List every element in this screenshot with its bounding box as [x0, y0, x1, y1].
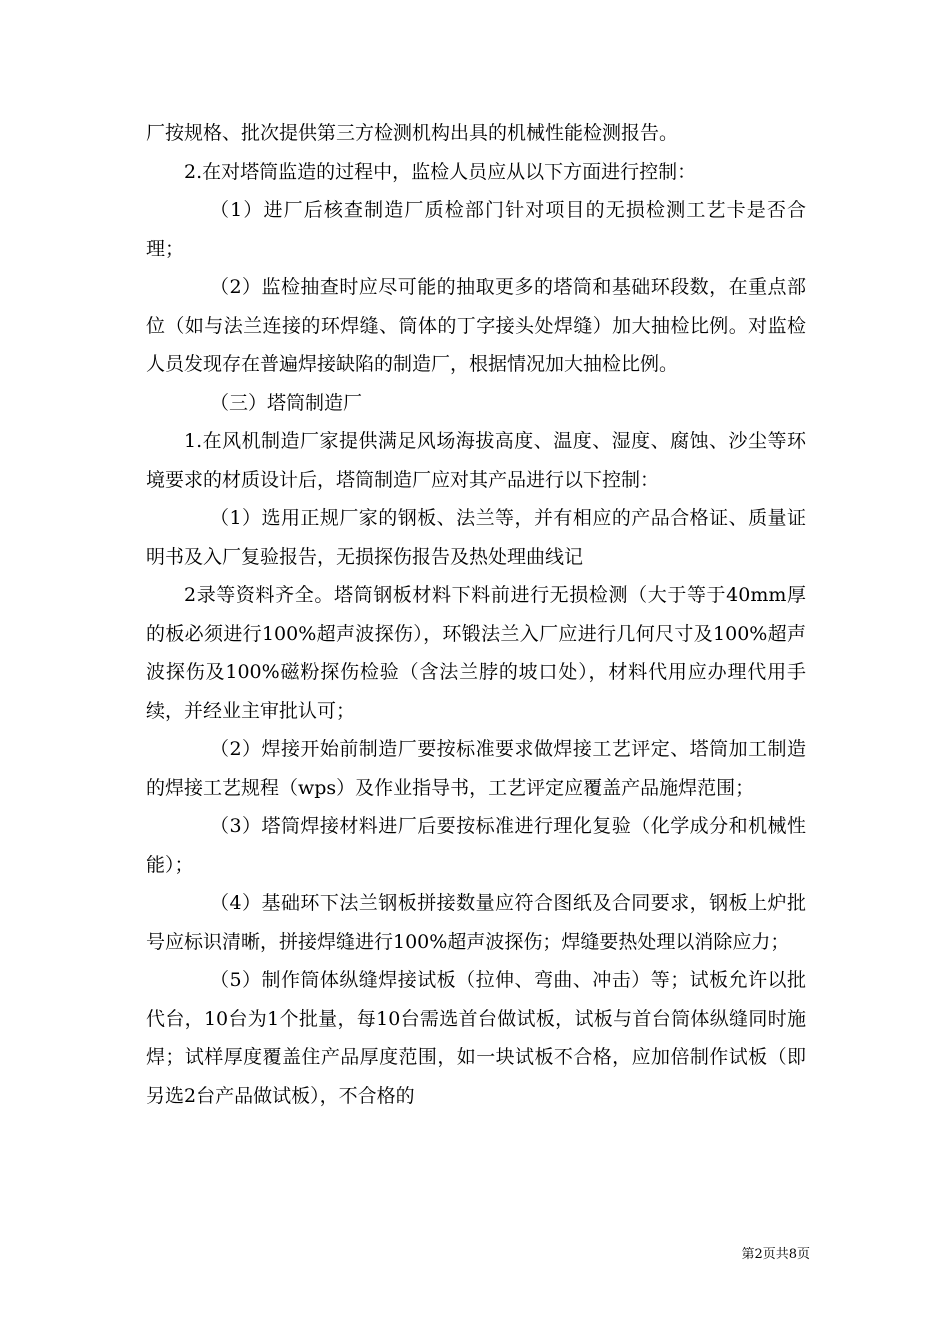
section-heading-tower-manufacturer: （三）塔筒制造厂	[210, 391, 363, 414]
paragraph-materials-continued: 2录等资料齐全。塔筒钢板材料下料前进行无损检测（大于等于40mm厚的板必须进行100%超声波探伤），环锻法兰入厂应进行几何尺寸及100%超声波探伤及100%磁粉探伤检验（含法兰脖的坡口处），材料代用应办理代用手续，并经业主审批认可；	[146, 584, 806, 722]
page-number-footer: 第2页共8页	[741, 1247, 810, 1262]
paragraph-item-1-materials: （1）选用正规厂家的钢板、法兰等，并有相应的产品合格证、质量证明书及入厂复验报告，无损探伤报告及热处理曲线记	[146, 507, 806, 568]
paragraph-continuation: 厂按规格、批次提供第三方检测机构出具的机械性能检测报告。	[146, 122, 679, 144]
paragraph-item-3-materials-test: （3）塔筒焊接材料进厂后要按标准进行理化复验（化学成分和机械性能）；	[146, 815, 806, 876]
paragraph-item-2: （2）监检抽查时应尽可能的抽取更多的塔筒和基础环段数，在重点部位（如与法兰连接的环焊缝、筒体的丁字接头处焊缝）加大抽检比例。对监检人员发现存在普遍焊接缺陷的制造厂，根据情况加大抽检比例。	[146, 276, 806, 375]
paragraph-item-1: （1）进厂后核查制造厂质检部门针对项目的无损检测工艺卡是否合理；	[146, 199, 806, 260]
body-text	[146, 114, 806, 1115]
paragraph-item-2-welding: （2）焊接开始前制造厂要按标准要求做焊接工艺评定、塔筒加工制造的焊接工艺规程（wps）及作业指导书，工艺评定应覆盖产品施焊范围；	[146, 738, 806, 799]
paragraph-item-4-flange: （4）基础环下法兰钢板拼接数量应符合图纸及合同要求，钢板上炉批号应标识清晰，拼接焊缝进行100%超声波探伤；焊缝要热处理以消除应力；	[146, 892, 806, 953]
paragraph-section-1: 1.在风机制造厂家提供满足风场海拔高度、温度、湿度、腐蚀、沙尘等环境要求的材质设计后，塔筒制造厂应对其产品进行以下控制：	[146, 430, 806, 491]
paragraph-item-5-test-plate: （5）制作筒体纵缝焊接试板（拉伸、弯曲、冲击）等；试板允许以批代台，10台为1个批量，每10台需选首台做试板，试板与首台筒体纵缝同时施焊；试样厚度覆盖住产品厚度范围，如一块试板不合格，应加倍制作试板（即另选2台产品做试板），不合格的	[146, 969, 806, 1107]
paragraph-section-2: 2.在对塔筒监造的过程中，监检人员应从以下方面进行控制：	[184, 160, 697, 183]
